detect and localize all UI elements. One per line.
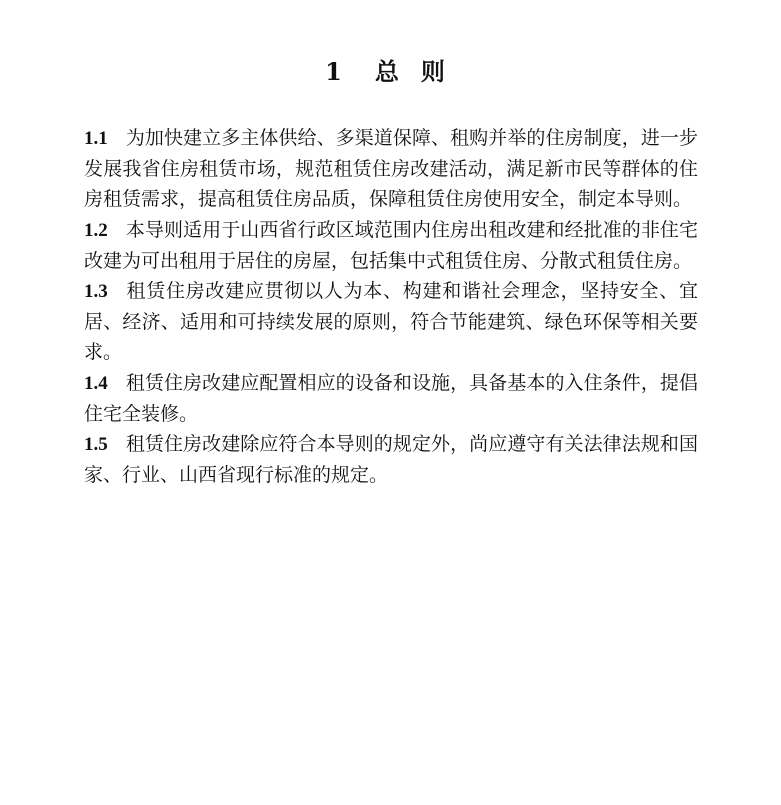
clause-number: 1.1 xyxy=(84,128,108,149)
clause-number: 1.3 xyxy=(84,281,108,303)
clause-text: 本导则适用于山西省行政区域范围内住房出租改建和经批准的非住宅改建为可出租用于居住的房屋，包括集中式租赁住房、分散式租赁住房。 xyxy=(84,218,698,272)
clause-number: 1.5 xyxy=(84,434,108,456)
chapter-number: 1 xyxy=(325,57,342,87)
clause-number: 1.2 xyxy=(84,219,108,241)
clause-number: 1.4 xyxy=(84,372,108,394)
clause-1-5 xyxy=(84,429,698,490)
clause-1-2 xyxy=(84,215,698,276)
chapter-heading xyxy=(0,54,781,90)
clause-text: 租赁住房改建应贯彻以人为本、构建和谐社会理念，坚持安全、宜居、经济、适用和可持续发展的原则，符合节能建筑、绿色环保等相关要求。 xyxy=(84,280,698,364)
chapter-title-char-1: 总 xyxy=(374,57,399,87)
clause-1-3 xyxy=(84,276,698,368)
chapter-body xyxy=(84,123,698,490)
chapter-title-char-2: 则 xyxy=(420,57,445,87)
clause-text: 租赁住房改建除应符合本导则的规定外，尚应遵守有关法律法规和国家、行业、山西省现行标准的规定。 xyxy=(84,433,698,487)
clause-text: 租赁住房改建应配置相应的设备和设施，具备基本的入住条件，提倡住宅全装修。 xyxy=(84,371,698,425)
clause-1-1 xyxy=(84,123,698,215)
clause-1-4 xyxy=(84,368,698,429)
clause-text: 为加快建立多主体供给、多渠道保障、租购并举的住房制度，进一步发展我省住房租赁市场，规范租赁住房改建活动，满足新市民等群体的住房租赁需求，提高租赁住房品质，保障租赁住房使用安全，制定本导则。 xyxy=(84,127,698,211)
